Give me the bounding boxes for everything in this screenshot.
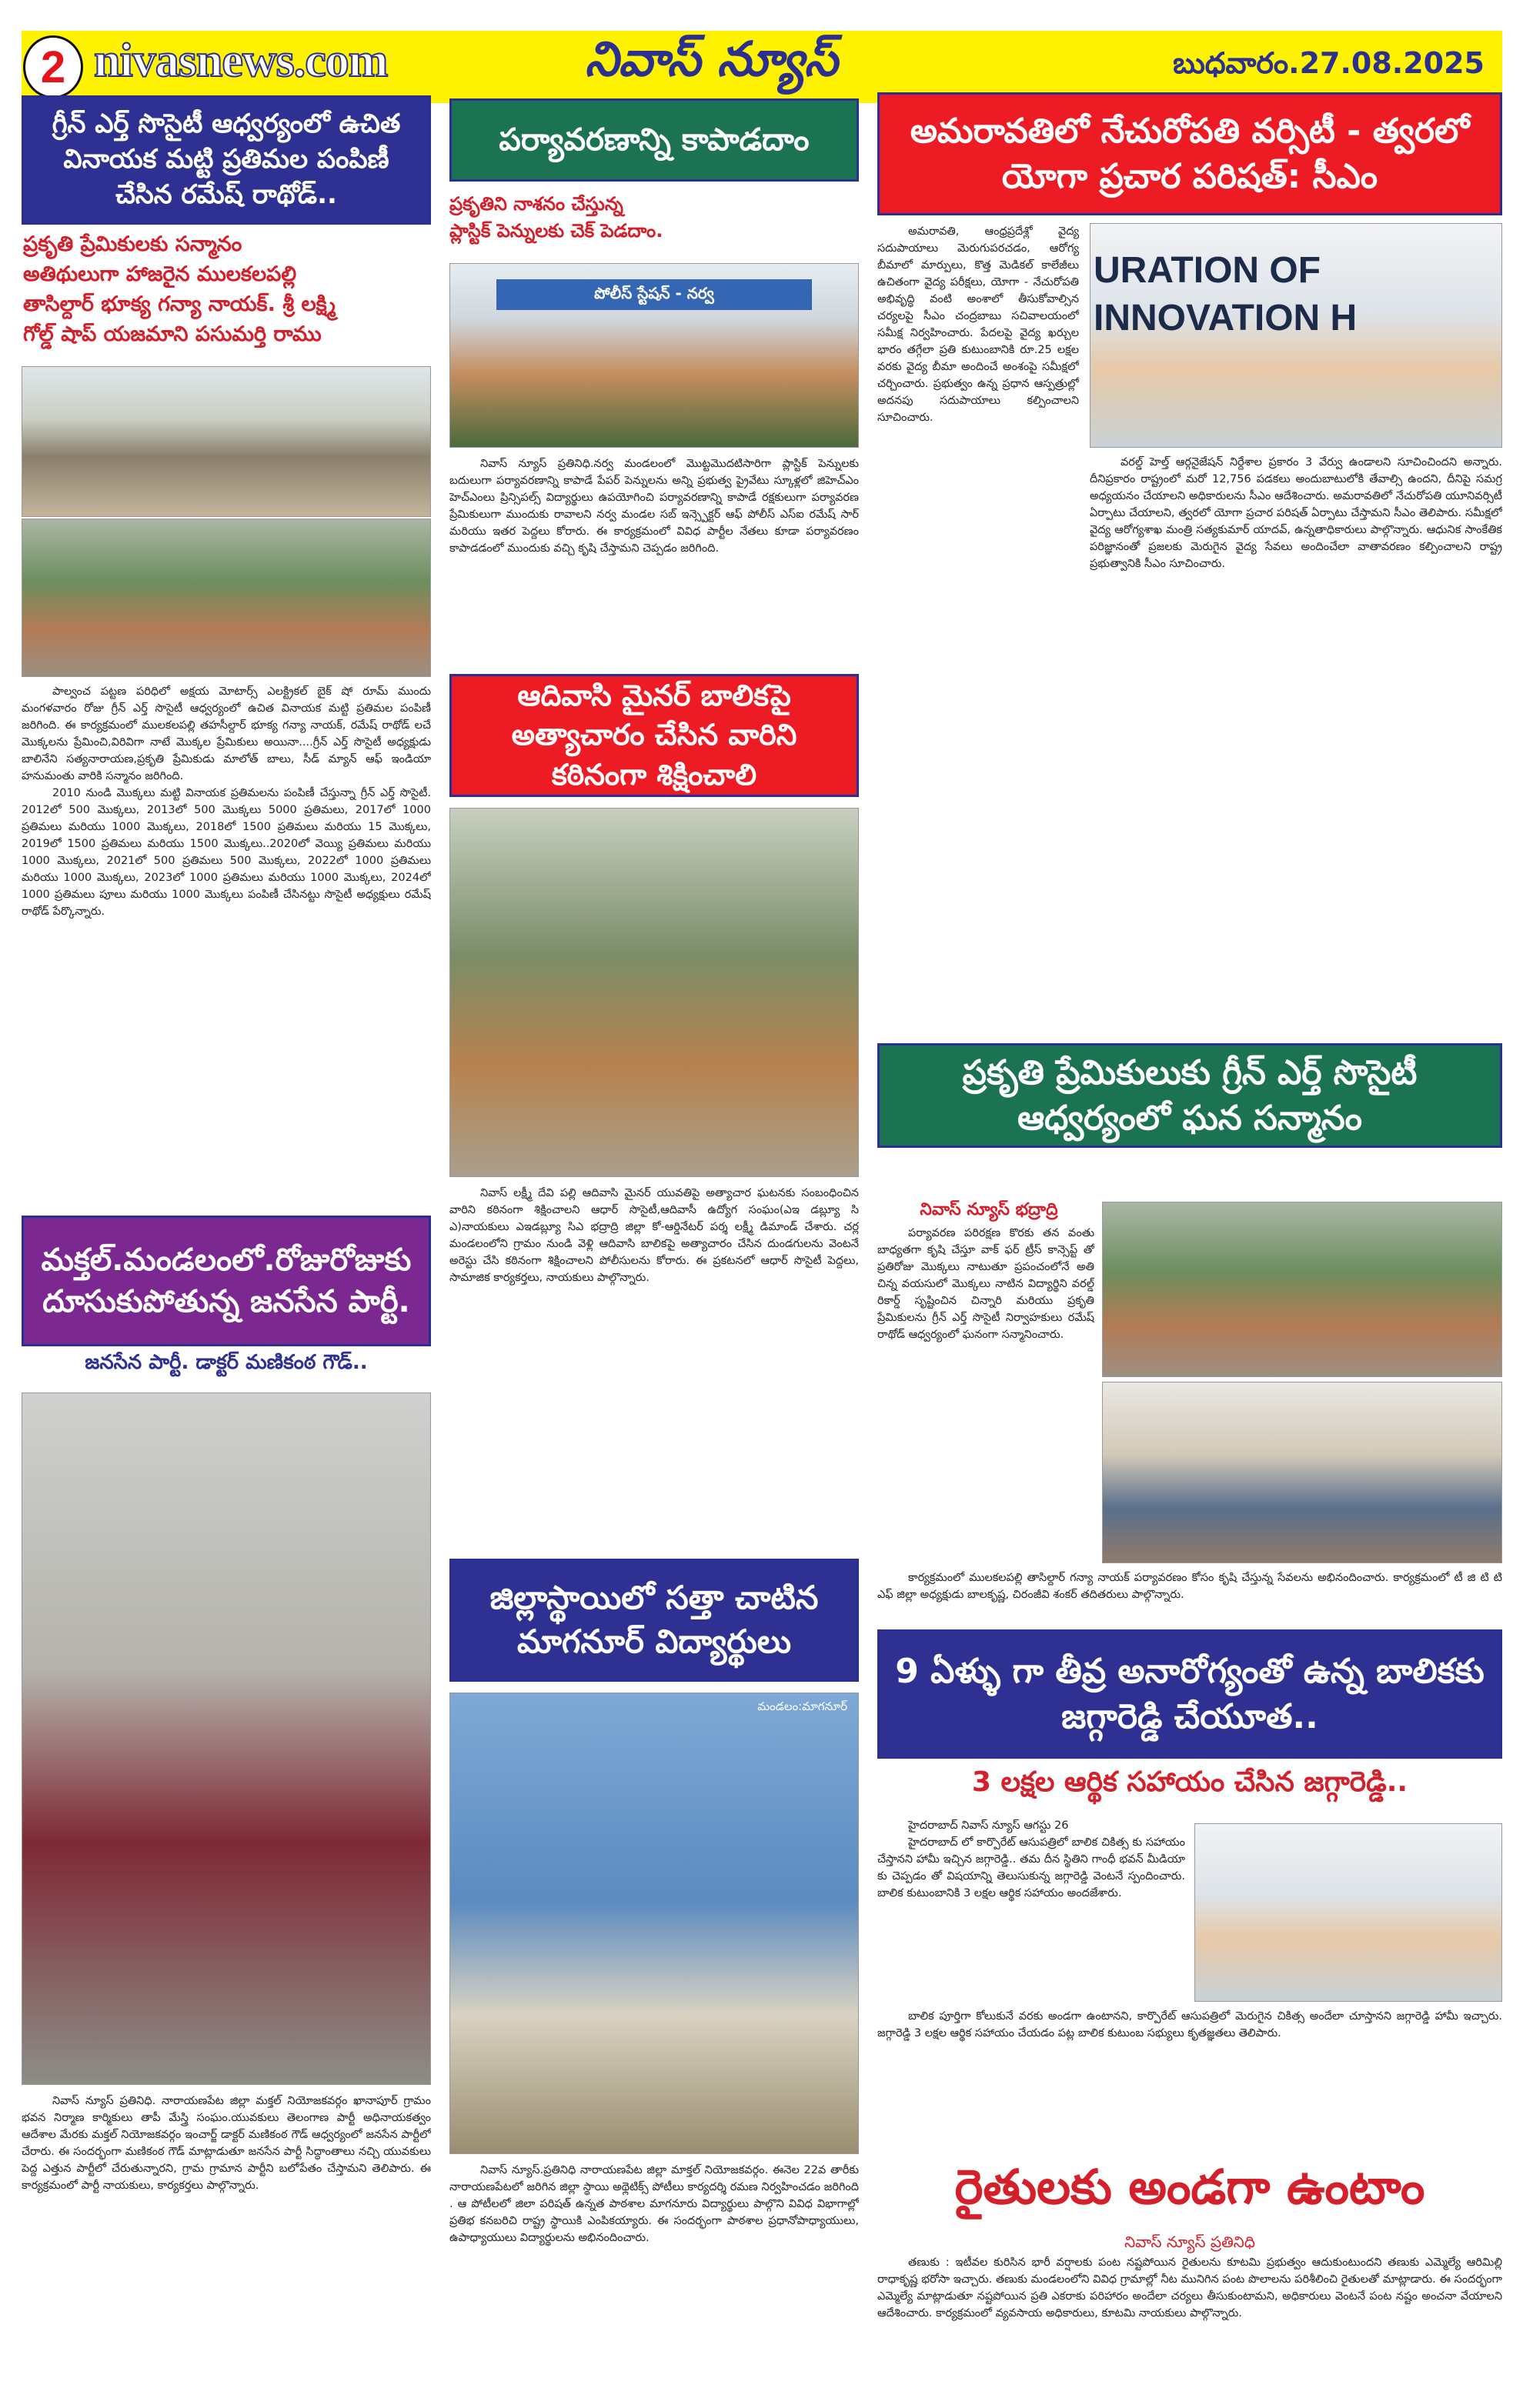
article-body-amaravati-yoga-continued	[1090, 454, 1502, 897]
page-number: 2	[23, 35, 83, 98]
headline-jaggareddy: 9 ఏళ్ళు గా తీవ్ర అనారోగ్యంతో ఉన్న బాలికకు జగ్గారెడ్డి చేయూత..	[877, 1629, 1502, 1759]
byline-farmers: నివాస్ న్యూస్ ప్రతినిధి	[1124, 2233, 1255, 2251]
subheadline-jaggareddy: 3 లక్షల ఆర్థిక సహాయం చేసిన జగ్గారెడ్డి..	[971, 1766, 1408, 1798]
headline-farmers: రైతులకు అండగా ఉంటాం	[954, 2159, 1425, 2215]
school-sign: మండలం:మాగనూర్	[757, 1699, 847, 1713]
headline-green-earth-ganesha: గ్రీన్ ఎర్త్ సొసైటీ ఆధ్వర్యంలో ఉచిత వినాయక మట్టి ప్రతిమల పంపిణీ చేసిన రమేష్ రాథోడ్..	[22, 95, 431, 225]
photo-students-with-certificates	[449, 1693, 859, 2154]
photo-chief-minister	[1090, 223, 1502, 448]
photo-jaggareddy-with-family	[1194, 1823, 1502, 2002]
police-station-sign: పోలీస్ స్టేషన్ - నర్వ	[496, 279, 812, 310]
photo-janasena-leaders	[22, 1392, 431, 2085]
dateline: హైదరాబాద్ నివాస్ న్యూస్ ఆగస్టు 26	[908, 1819, 1069, 1832]
paragraph: కార్యక్రమంలో ములకలపల్లి తాసిల్దార్ గన్యా నాయక్ పర్యావరణం కోసం కృషి చేస్తున్న సేవలను అభినందించారు. కార్యక్రమంలో టీ జి టి టి ఎఫ్ జిల్లా అధ్యక్షుడు బాలకృష్ణ, చిరంజీవి శంకర్ తదితరులు పాల్గొన్నారు.	[877, 1572, 1502, 1601]
paragraph: నివాస్ న్యూస్ ప్రతినిధి. నారాయణపేట జిల్లా మక్తల్ నియోజకవర్గం ఖానాపూర్ గ్రామం భవన నిర్మాణ కార్మికులు తాపీ మేస్త్రి సంఘం.యువకులు తెలంగాణ పార్టీ అధినాయకత్వం ఆదేశాల మేరకు మక్తల్ నియోజకవర్గం ఇంచార్జ్ డాక్టర్ మణికంఠ గౌడ్ ఆధ్వర్యంలో జనసేన పార్టీలో చేరారు. ఈ సందర్భంగా మణికంఠ గౌడ్ మాట్లాడుతూ జనసేన పార్టీ సిద్ధాంతాలు నచ్చి యువకులు పెద్ద ఎత్తున పార్టీలో చేరుతున్నారని, గ్రామ గ్రామాన పార్టీని బలోపేతం చేస్తామని తెలిపారు. ఈ కార్యక్రమంలో పార్టీ నాయకులు, కార్యకర్తలు పాల్గొన్నారు.	[22, 2095, 431, 2192]
event-backdrop-text: URATION OF INNOVATION H	[1094, 250, 1358, 339]
subheadline-line: తాసిల్దార్ భూక్య గన్యా నాయక్. శ్రీ లక్ష్మి	[23, 292, 336, 317]
headline-adivasi-minor: ఆదివాసి మైనర్ బాలికపై అత్యాచారం చేసిన వారిని కఠినంగా శిక్షించాలి	[449, 674, 859, 797]
subheadline-green-earth-ganesha	[23, 229, 431, 350]
paragraph: హైదరాబాద్ లో కార్పొరేట్ ఆసుపత్రిలో బాలిక చికిత్స కు సహాయం చేస్తానని హామీ ఇచ్చిన జగ్గారెడ్డి.. తమ దీన స్థితిని గాంధీ భవన్ మీడియా కు చెప్పడం తో విషయాన్ని తెలుసుకున్న జగ్గారెడ్డి వెంటనే స్పందించారు. బాలిక కుటుంబానికి 3 లక్షల ఆర్థిక సహాయం అందజేశారు.	[877, 1836, 1185, 1899]
issue-date: బుధవారం.27.08.2025	[1173, 46, 1485, 80]
website-name: nivasnews.com	[94, 35, 388, 87]
article-body-adivasi-minor	[449, 1185, 859, 1546]
photo-honour-group-2	[1102, 1382, 1502, 1563]
paragraph: నివాస్ న్యూస్.ప్రతినిధి నారాయణపేట జిల్లా మాక్తల్ నియోజకవర్గం. ఈనెల 22వ తారీకు నారాయణపేటలో జరిగిన జిల్లా స్థాయి అథ్లెటిక్స్ పోటీలు కార్యదర్శి రమణ నిర్వహించడం జరిగింది . ఆ పోటీలలో జిలా పరిషత్ ఉన్నత పాఠశాల మాగనూరు విద్యార్థులు పాల్గొని వివిధ విభాగాల్లో ప్రతిభ కనబరిచి రాష్ట్ర స్థాయికి ఎంపికయ్యారు. ఈ సందర్భంగా పాఠశాల ప్రధానోపాధ్యాయులు, ఉపాధ్యాయులు విద్యార్థులను అభినందించారు.	[449, 2164, 859, 2244]
subheadline-line: ప్రకృతిని నాశనం చేస్తున్న	[449, 193, 623, 215]
headline-janasena: మక్తల్.మండలంలో.రోజురోజుకు దూసుకుపోతున్న జనసేన పార్టీ.	[22, 1216, 431, 1346]
article-body-green-earth-honour	[877, 1225, 1094, 1563]
photo-police-station	[449, 263, 859, 448]
subheadline-janasena: జనసేన పార్టీ. డాక్టర్ మణికంఠ గౌడ్..	[85, 1351, 368, 1374]
paragraph: నివాస్ లక్ష్మీ దేవి పల్లి ఆదివాసి మైనర్ యువతిపై అత్యాచార ఘటనకు సంబంధించిన వారిని కఠినంగా శిక్షించాలని ఆధార్ సొసైటీ,ఆదివాసీ ఉద్యోగ సంఘం(ఎఇ డబ్ల్యూ సి ఎ)నాయకులు ఎఇడబ్ల్యూ సిఎ భద్రాద్రి జిల్లా కో-ఆర్డినేటర్ పర్శ లక్ష్మీ డిమాండ్ చేశారు. చర్ల మండలంలోని గ్రామం నుండి వెళ్లి ఆదివాసి బాలికపై అత్యాచారం చేసిన దుండగులను వెంటనే అరెస్టు చేసి కఠినంగా శిక్షించాలని పోలీసులను కోరారు. ఈ ప్రకటనలో ఆధార్ సొసైటీ పెద్దలు, సామాజిక కార్యకర్తలు, నాయకులు పాల్గొన్నారు.	[449, 1187, 859, 1284]
paragraph: నివాస్ న్యూస్ ప్రతినిధి.నర్వ మండలంలో మొట్టమొదటిసారిగా ప్లాస్టిక్ పెన్నులకు బదులుగా పర్యావరణాన్ని కాపాడే పేపర్ పెన్నులను అన్ని ప్రభుత్వ ప్రైవేటు స్కూళ్లలో జిహెచ్ఎం హెచ్ఎంలు ప్రిన్సిపల్స్ విద్యార్థులు ఉపయోగించి పర్యావరణాన్ని కాపాడే రక్షకులుగా పర్యావరణ ప్రేమికులుగా ముందుకు రావాలని నర్వ మండల సబ్ ఇన్స్పెక్టర్ ఆఫ్ పోలీస్ ఎస్ఐ రమేష్ సార్ మరియు ఇతర పెద్దలు కోరారు. ఈ కార్యక్రమంలో వివిధ పార్టీల నేతలు కూడా పర్యావరణం కాపాడడంలో ముందుకు వచ్చి కృషి చేస్తామని చెప్పడం జరిగింది.	[449, 458, 859, 555]
paragraph: పర్యావరణ పరిరక్షణ కొరకు తన వంతు బాధ్యతగా కృషి చేస్తూ వాక్ ఫర్ ట్రీస్ కాన్సెప్ట్ తో ప్రతిరోజు మొక్కలు నాటుతూ ప్రపంచంలోనే అతి చిన్న వయసులో మొక్కలు నాటిన విద్యార్థిని వరల్డ్ రికార్డ్ సృష్టించిన చిన్నారి మరియు ప్రకృతి ప్రేమికులను గ్రీన్ ఎర్త్ సొసైటీ నిర్వాహకులు రమేష్ రాథోడ్ ఆధ్వర్యంలో ఘనంగా సన్మానించారు.	[877, 1227, 1094, 1341]
article-body-farmers	[877, 2254, 1502, 2393]
article-body-green-earth-ganesha	[22, 683, 431, 1206]
byline-green-earth-honour: నివాస్ న్యూస్ భద్రాద్రి	[920, 1200, 1058, 1219]
photo-speaker-with-mic	[449, 808, 859, 1177]
article-body-jaggareddy-continued	[877, 2008, 1502, 2143]
article-body-janasena	[22, 2093, 431, 2393]
article-body-green-earth-honour-continued	[877, 1569, 1502, 1623]
newspaper-logo: నివాస్ న్యూస్	[585, 31, 838, 87]
article-body-jaggareddy	[877, 1817, 1185, 2000]
photo-ganesha-distribution	[22, 366, 431, 517]
photo-honour-ceremony	[22, 519, 431, 677]
headline-green-earth-honour: ప్రకృతి ప్రేమికులుకు గ్రీన్ ఎర్త్ సొసైటీ ఆధ్వర్యంలో ఘన సన్మానం	[877, 1043, 1502, 1148]
subheadline-line: ప్లాస్టిక్ పెన్నులకు చెక్ పెడదాం.	[449, 219, 663, 242]
paragraph: బాలిక పూర్తిగా కోలుకునే వరకు అండగా ఉంటానని, కార్పొరేట్ ఆసుపత్రిలో మెరుగైన చికిత్స అందేలా చూస్తానని జగ్గారెడ్డి హామీ ఇచ్చారు. జగ్గారెడ్డి 3 లక్షల ఆర్థిక సహాయం చేయడం పట్ల బాలిక కుటుంబ సభ్యులు కృతజ్ఞతలు తెలిపారు.	[877, 2010, 1502, 2039]
subheadline-plastic-pens	[449, 191, 859, 245]
article-body-maganoor-students	[449, 2162, 859, 2393]
headline-maganoor-students: జిల్లాస్థాయిలో సత్తా చాటిన మాగనూర్ విద్యార్థులు	[449, 1559, 859, 1682]
subheadline-line: అతిథులుగా హాజరైన ములకలపల్లి	[23, 262, 297, 287]
article-body-plastic-pens	[449, 455, 859, 659]
paragraph: తణుకు : ఇటీవల కురిసిన భారీ వర్షాలకు పంట నష్టపోయిన రైతులను కూటమి ప్రభుత్వం ఆదుకుంటుందని తణుకు ఎమ్మెల్యే ఆరిమిల్లి రాధాకృష్ణ భరోసా ఇచ్చారు. తణుకు మండలంలోని వివిధ గ్రామాల్లో నీట మునిగిన పంట పొలాలను పరిశీలించి రైతులతో మాట్లాడారు. ఈ సందర్భంగా ఎమ్మెల్యే మాట్లాడుతూ నష్టపోయిన ప్రతి ఎకరాకు పరిహారం అందేలా చర్యలు తీసుకుంటామని, అధికారులు వెంటనే పంట నష్టం అంచనా వేయాలని ఆదేశించారు. కార్యక్రమంలో వ్యవసాయ అధికారులు, కూటమి నాయకులు పాల్గొన్నారు.	[877, 2256, 1502, 2320]
photo-honour-group-1	[1102, 1202, 1502, 1377]
paragraph: వరల్డ్ హెల్త్ ఆర్గనైజేషన్ నిర్దేశాల ప్రకారం 3 వేర్వు ఉండాలని సూచించిందని అన్నారు. దీనిప్రకారం రాష్ట్రంలో మరో 12,756 పడకలు అందుబాటులోకి తేవాల్సి ఉందని, దీనిపై సమగ్ర అధ్యయనం చేయాలని అధికారులను సీఎం ఆదేశించారు. అమరావతిలో నేచురోపతి యూనివర్సిటీ ఏర్పాటు చేయాలని, త్వరలో యోగా ప్రచార పరిషత్ ఏర్పాటు చేస్తామని సీఎం తెలిపారు. సమీక్షలో వైద్య ఆరోగ్యశాఖ మంత్రి సత్యకుమార్ యాదవ్, ఉన్నతాధికారులు పాల్గొన్నారు. ఆధునిక సాంకేతిక పరిజ్ఞానంతో ప్రజలకు మెరుగైన వైద్య సేవలు అందించేలా వాతావరణం కల్పించాలని రాష్ట్ర ప్రభుత్వానికి సీఎం సూచించారు.	[1090, 456, 1502, 570]
headline-plastic-pens: పర్యావరణాన్ని కాపాడదాం	[449, 98, 859, 182]
subheadline-line: ప్రకృతి ప్రేమికులకు సన్మానం	[23, 232, 242, 256]
paragraph: అమరావతి, ఆంధ్రప్రదేశ్లో వైద్య సదుపాయాలు మెరుగుపరచడం, ఆరోగ్య బీమాలో మార్పులు, కొత్త మెడికల్ కాలేజీలు ఉచితంగా వైద్య పరీక్షలు, యోగా - నేచురోపతి అభివృద్ధి వంటి అంశాలో తీసుకోవాల్సిన చర్యలపై సీఎం చంద్రబాబు సచివాలయంలో సమీక్ష నిర్వహించారు. పేదలపై వైద్య ఖర్చుల భారం తగ్గేలా ప్రతి కుటుంబానికి రూ.25 లక్షల వరకు వైద్య బీమా అందించే అంశంపై సమీక్షలో చర్చించారు. ప్రభుత్వం ఉన్న ప్రధాన ఆస్పత్రుల్లో అదనపు సదుపాయాలు కల్పించాలని సూచించారు.	[877, 225, 1079, 424]
headline-amaravati-yoga: అమరావతిలో నేచురోపతి వర్సిటీ - త్వరలో యోగా ప్రచార పరిషత్: సీఎం	[877, 92, 1502, 215]
article-body-amaravati-yoga	[877, 223, 1079, 897]
paragraph: 2010 నుండి మొక్కలు మట్టి వినాయక ప్రతిమలను పంపిణీ చేస్తున్నా గ్రీన్ ఎర్త్ సొసైటీ. 2012లో 500 మొక్కలు, 2013లో 500 మొక్కలు 5000 ప్రతిమలు, 2017లో 1000 ప్రతిమలు మరియు 1000 మొక్కలు, 2018లో 1500 ప్రతిమలు మరియు 15 మొక్కలు, 2019లో 1500 ప్రతిమలు మరియు 1500 మొక్కలు..2020లో వెయ్యి ప్రతిమలు మరియు 1000 మొక్కలు, 2021లో 500 ప్రతిమలు 500 మొక్కలు, 2022లో 1000 ప్రతిమలు మరియు 1000 మొక్కలు, 2023లో 1000 ప్రతిమలు మరియు 1000 మొక్కలు, 2024లో 1000 ప్రతిమలు పూలు మరియు 1000 మొక్కలు పంపిణీ చేసినట్టు సొసైటీ అధ్యక్షులు రమేష్ రాథోడ్ పేర్కొన్నారు.	[22, 787, 431, 918]
subheadline-line: గోల్డ్ షాప్ యజమాని పసుమర్తి రాము	[23, 322, 322, 347]
paragraph: పాల్వంచ పట్టణ పరిధిలో అక్షయ మోటార్స్ ఎలక్ట్రికల్ బైక్ షో రూమ్ ముందు మంగళవారం రోజు గ్రీన్ ఎర్త్ సొసైటీ ఆధ్వర్యంలో ఉచిత వినాయక మట్టి ప్రతిమల పంపిణీ జరిగింది. ఈ కార్యక్రమంలో ములకలపల్లి తహసీల్దార్ భూక్య గన్యా నాయక్, రమేష్ రాథోడ్ లచే మొక్కలను ప్రేమించి,విరివిగా నాటే మొక్కల ప్రేమికులు అయినా....గ్రీన్ ఎర్త్ సొసైటీ అధ్యక్షుడు బాలినేని సత్యనారాయణ,ప్రకృతి ప్రేమికుడు మాలోత్ బాలు, సీడ్ మ్యాన్ ఆఫ్ ఇండియా హనుమంతు వారికి సన్మానం జరిగింది.	[22, 685, 431, 782]
